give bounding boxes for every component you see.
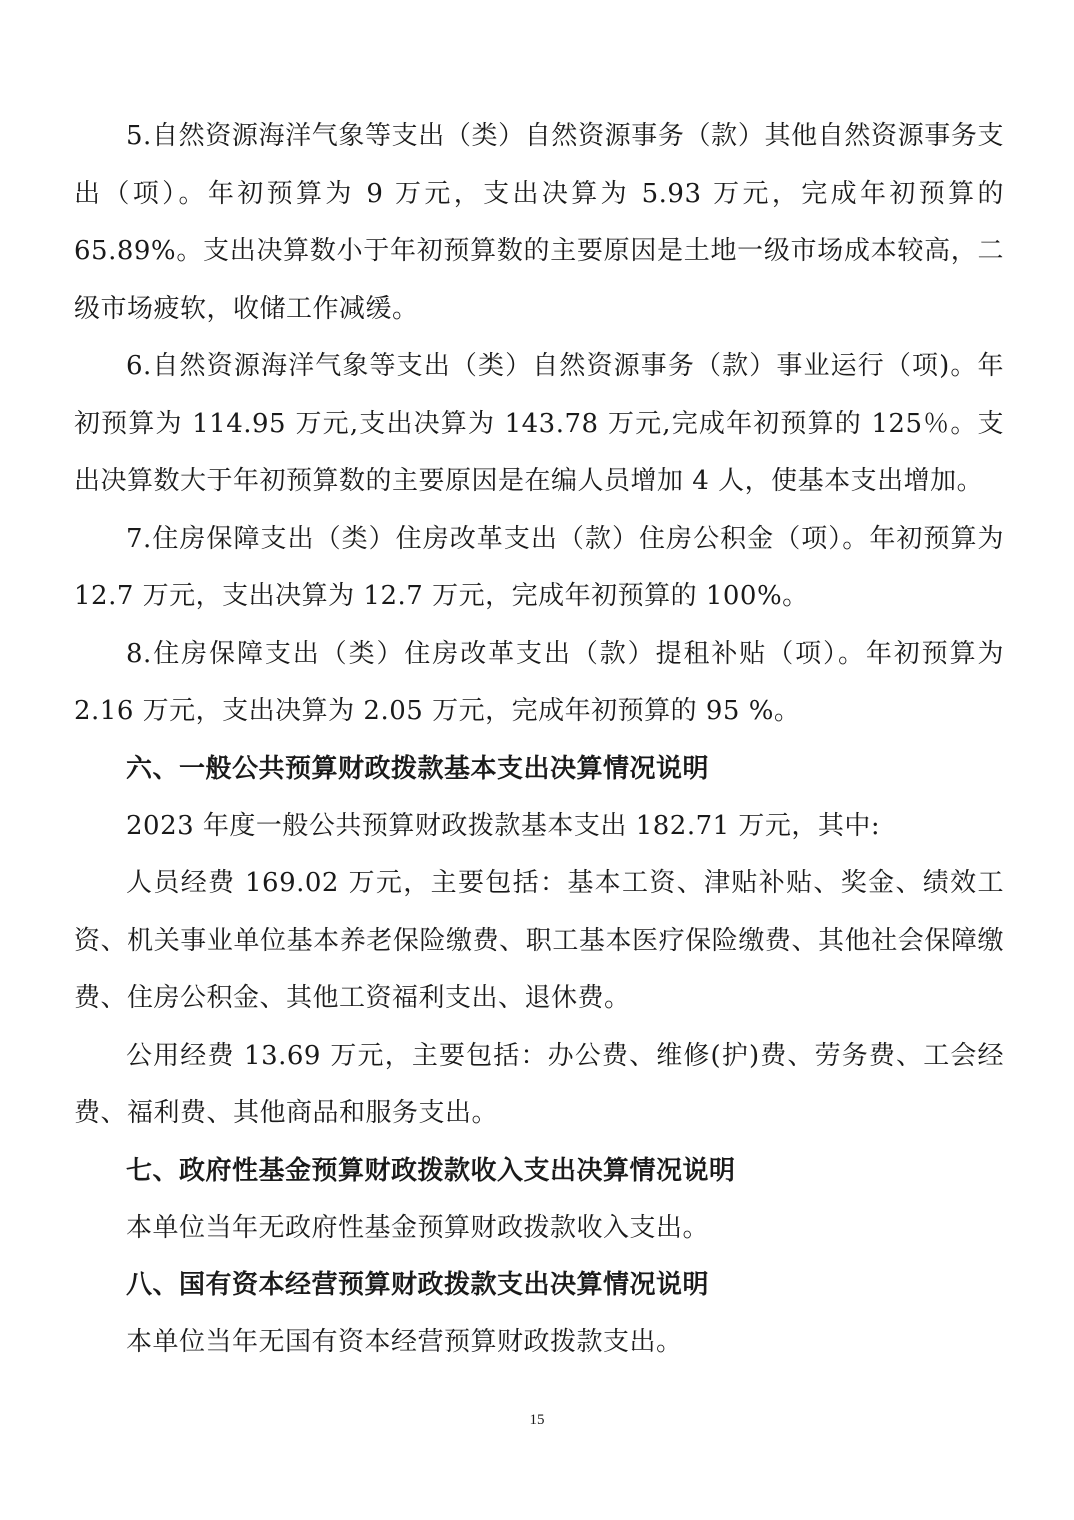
paragraph-government-fund: 本单位当年无政府性基金预算财政拨款收入支出。 [126, 1212, 710, 1243]
paragraph-personnel-expense: 人员经费 169.02 万元，主要包括：基本工资、津贴补贴、奖金、绩效工资、机关事业单位基本养老保险缴费、职工基本医疗保险缴费、其他社会保障缴费、住房公积金、其他工资福利支出、退休费。 [74, 868, 1004, 1013]
paragraph-item-8: 8.住房保障支出（类）住房改革支出（款）提租补贴（项）。年初预算为 2.16 万元，支出决算为 2.05 万元，完成年初预算的 95 %。 [74, 638, 1004, 726]
document-body [74, 108, 1004, 1372]
paragraph-item-7: 7.住房保障支出（类）住房改革支出（款）住房公积金（项）。年初预算为 12.7 万元，支出决算为 12.7 万元，完成年初预算的 100%。 [74, 523, 1004, 611]
paragraph-state-capital: 本单位当年无国有资本经营预算财政拨款支出。 [126, 1327, 683, 1357]
paragraph-public-expense: 公用经费 13.69 万元，主要包括：办公费、维修(护)费、劳务费、工会经费、福利费、其他商品和服务支出。 [74, 1040, 1004, 1128]
paragraph-item-5: 5.自然资源海洋气象等支出（类）自然资源事务（款）其他自然资源事务支出（项）。年初预算为 9 万元，支出决算为 5.93 万元，完成年初预算的 65.89%。支出决算数小于年初预算数的主要原因是土地一级市场成本较高，二级市场疲软，收储工作减缓。 [74, 121, 1004, 324]
paragraph-basic-expense-total: 2023 年度一般公共预算财政拨款基本支出 182.71 万元，其中: [126, 810, 881, 841]
paragraph-item-6: 6.自然资源海洋气象等支出（类）自然资源事务（款）事业运行（项)。年初预算为 114.95 万元,支出决算为 143.78 万元,完成年初预算的 125％。支出决算数大于年初预算数的主要原因是在编人员增加 4 人，使基本支出增加。 [74, 351, 1004, 496]
section-heading-8: 八、国有资本经营预算财政拨款支出决算情况说明 [126, 1270, 710, 1300]
section-heading-6: 六、一般公共预算财政拨款基本支出决算情况说明 [126, 753, 710, 784]
page-number: 15 [529, 1412, 545, 1428]
section-heading-7: 七、政府性基金预算财政拨款收入支出决算情况说明 [126, 1155, 736, 1186]
